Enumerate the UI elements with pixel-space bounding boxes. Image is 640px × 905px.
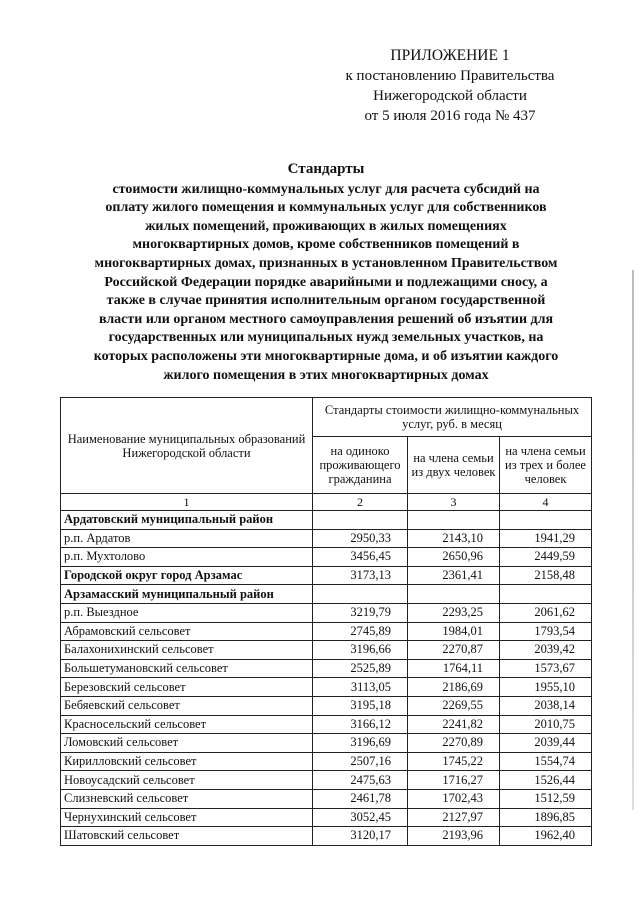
appendix-line-1: к постановлению Правительства <box>345 68 555 84</box>
header-municipality: Наименование муниципальных образований Нижегородской области <box>61 398 313 494</box>
row-value-three-plus: 1941,29 <box>500 529 592 548</box>
row-value-single <box>313 511 408 530</box>
row-name: Ардатовский муниципальный район <box>61 511 313 530</box>
row-value-three-plus: 2010,75 <box>500 715 592 734</box>
row-value-single: 3219,79 <box>313 603 408 622</box>
row-value-two: 2293,25 <box>408 603 500 622</box>
row-value-single: 3195,18 <box>313 696 408 715</box>
column-number-2: 2 <box>313 494 408 511</box>
row-value-three-plus: 1554,74 <box>500 752 592 771</box>
row-name: Арзамасский муниципальный район <box>61 585 313 604</box>
column-number-4: 4 <box>500 494 592 511</box>
title-line-6: Российской Федерации порядке аварийными и подлежащими сносу, а <box>104 274 548 290</box>
row-value-two: 2270,89 <box>408 734 500 753</box>
table-row <box>61 603 592 622</box>
row-value-three-plus <box>500 585 592 604</box>
appendix-line-3: от 5 июля 2016 года № 437 <box>364 108 536 124</box>
row-value-three-plus: 2449,59 <box>500 548 592 567</box>
row-value-two <box>408 511 500 530</box>
table-row <box>61 678 592 697</box>
appendix-line-2: Нижегородской области <box>373 88 527 104</box>
standards-table <box>60 397 592 846</box>
row-value-two: 2186,69 <box>408 678 500 697</box>
title-line-4: многоквартирных домов, кроме собственников помещений в <box>132 237 520 253</box>
row-value-single <box>313 585 408 604</box>
row-name: р.п. Ардатов <box>61 529 313 548</box>
row-value-two: 2143,10 <box>408 529 500 548</box>
row-value-two: 2193,96 <box>408 827 500 846</box>
row-name: Городской округ город Арзамас <box>61 566 313 585</box>
row-value-single: 2525,89 <box>313 659 408 678</box>
row-value-three-plus: 1512,59 <box>500 789 592 808</box>
row-value-three-plus <box>500 511 592 530</box>
row-value-single: 2461,78 <box>313 789 408 808</box>
row-value-single: 3113,05 <box>313 678 408 697</box>
table-row <box>61 529 592 548</box>
row-value-three-plus: 2158,48 <box>500 566 592 585</box>
title-line-3: жилых помещений, проживающих в жилых помещениях <box>145 218 507 234</box>
row-value-two: 2361,41 <box>408 566 500 585</box>
row-value-single: 2745,89 <box>313 622 408 641</box>
table-row <box>61 808 592 827</box>
row-value-two: 1745,22 <box>408 752 500 771</box>
table-row <box>61 734 592 753</box>
title-main: Стандарты <box>287 161 365 177</box>
row-value-single: 3120,17 <box>313 827 408 846</box>
table-row <box>61 659 592 678</box>
row-value-two: 2127,97 <box>408 808 500 827</box>
row-value-two: 1764,11 <box>408 659 500 678</box>
row-name: Чернухинский сельсовет <box>61 808 313 827</box>
row-value-single: 2475,63 <box>313 771 408 790</box>
row-value-three-plus: 2038,14 <box>500 696 592 715</box>
title-line-7: также в случае принятия исполнительным органом государственной <box>106 293 546 309</box>
appendix-title: ПРИЛОЖЕНИЕ 1 <box>390 47 510 64</box>
title-line-10: которых расположены эти многоквартирные дома, и об изъятии каждого <box>93 348 559 364</box>
row-value-single: 2950,33 <box>313 529 408 548</box>
table-row <box>61 641 592 660</box>
row-value-single: 3052,45 <box>313 808 408 827</box>
row-value-three-plus: 1962,40 <box>500 827 592 846</box>
row-name: Большетумановский сельсовет <box>61 659 313 678</box>
title-line-9: государственных или муниципальных нужд земельных участков, на <box>108 330 544 346</box>
row-value-single: 3456,45 <box>313 548 408 567</box>
row-value-three-plus: 1896,85 <box>500 808 592 827</box>
row-value-two: 2650,96 <box>408 548 500 567</box>
header-two-person-family: на члена семьи из двух человек <box>408 437 500 494</box>
row-name: Новоусадский сельсовет <box>61 771 313 790</box>
title-line-1: стоимости жилищно-коммунальных услуг для расчета субсидий на <box>112 181 540 197</box>
table-row <box>61 752 592 771</box>
row-value-two: 1716,27 <box>408 771 500 790</box>
title-line-5: многоквартирных домах, признанных в установленном Правительством <box>94 255 558 271</box>
header-single-person: на одиноко проживающего гражданина <box>313 437 408 494</box>
table-row <box>61 696 592 715</box>
row-name: Абрамовский сельсовет <box>61 622 313 641</box>
row-value-two <box>408 585 500 604</box>
row-value-single: 3196,66 <box>313 641 408 660</box>
row-name: Слизневский сельсовет <box>61 789 313 808</box>
row-value-two: 1702,43 <box>408 789 500 808</box>
row-value-three-plus: 2061,62 <box>500 603 592 622</box>
row-name: Березовский сельсовет <box>61 678 313 697</box>
row-value-two: 2269,55 <box>408 696 500 715</box>
row-value-three-plus: 1526,44 <box>500 771 592 790</box>
row-value-three-plus: 2039,44 <box>500 734 592 753</box>
table-row <box>61 585 592 604</box>
row-value-single: 2507,16 <box>313 752 408 771</box>
row-name: Ломовский сельсовет <box>61 734 313 753</box>
document-title <box>52 160 600 385</box>
header-standards-group: Стандарты стоимости жилищно-коммунальных услуг, руб. в месяц <box>313 398 592 437</box>
row-name: Шатовский сельсовет <box>61 827 313 846</box>
header-three-plus-family: на члена семьи из трех и более человек <box>500 437 592 494</box>
table-row <box>61 789 592 808</box>
row-name: р.п. Мухтолово <box>61 548 313 567</box>
scan-edge-mark <box>632 270 634 810</box>
table-row <box>61 771 592 790</box>
table-row <box>61 566 592 585</box>
row-value-three-plus: 1793,54 <box>500 622 592 641</box>
table-row <box>61 548 592 567</box>
row-name: Кирилловский сельсовет <box>61 752 313 771</box>
column-number-3: 3 <box>408 494 500 511</box>
row-value-three-plus: 1573,67 <box>500 659 592 678</box>
row-value-three-plus: 1955,10 <box>500 678 592 697</box>
table-row <box>61 622 592 641</box>
row-name: Балахонихинский сельсовет <box>61 641 313 660</box>
title-line-8: власти или органом местного самоуправления решений об изъятии для <box>98 311 554 327</box>
row-value-single: 3166,12 <box>313 715 408 734</box>
row-name: р.п. Выездное <box>61 603 313 622</box>
table-row <box>61 827 592 846</box>
table-row <box>61 511 592 530</box>
row-name: Красносельский сельсовет <box>61 715 313 734</box>
row-value-two: 2270,87 <box>408 641 500 660</box>
row-value-single: 3173,13 <box>313 566 408 585</box>
table-body <box>61 511 592 846</box>
row-name: Бебяевский сельсовет <box>61 696 313 715</box>
row-value-single: 3196,69 <box>313 734 408 753</box>
title-line-2: оплату жилого помещения и коммунальных услуг для собственников <box>105 200 547 216</box>
table-row <box>61 715 592 734</box>
title-line-11: жилого помещения в этих многоквартирных домах <box>163 367 489 383</box>
column-number-1: 1 <box>61 494 313 511</box>
appendix-block <box>300 46 600 126</box>
row-value-three-plus: 2039,42 <box>500 641 592 660</box>
row-value-two: 1984,01 <box>408 622 500 641</box>
row-value-two: 2241,82 <box>408 715 500 734</box>
